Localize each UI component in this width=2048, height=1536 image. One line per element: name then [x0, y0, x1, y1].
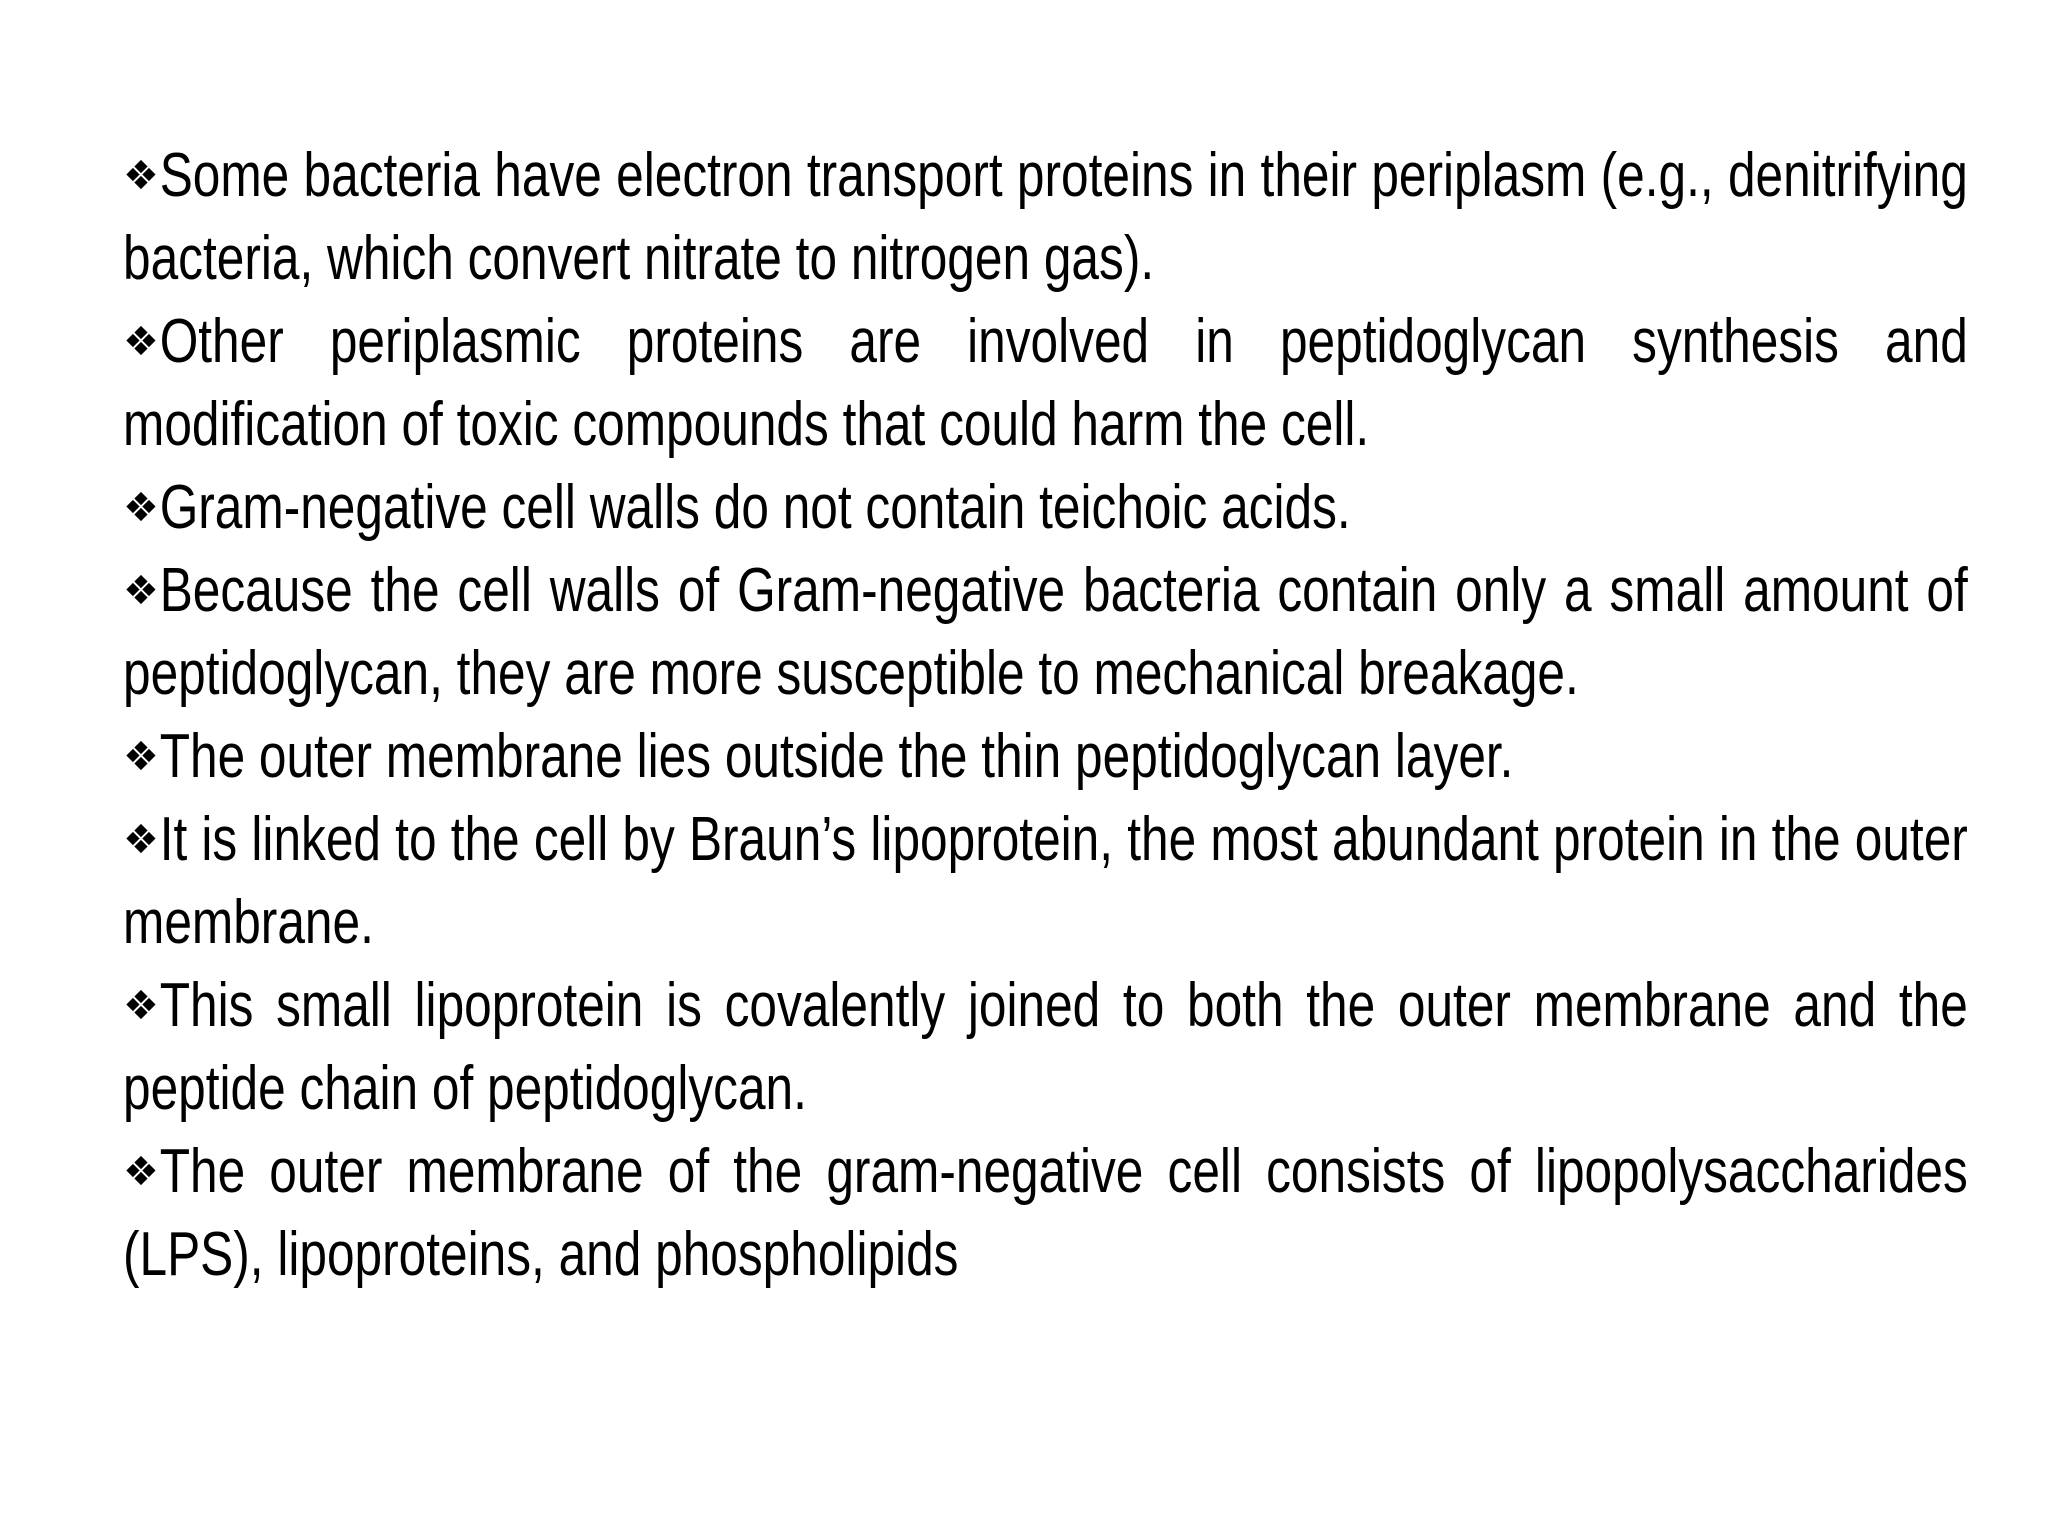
four-diamond-bullet-icon: ❖ [123, 1148, 159, 1195]
bullet-text: The outer membrane lies outside the thin peptidoglycan layer. [159, 722, 1514, 791]
bullet-text: This small lipoprotein is covalently joined to both the outer membrane and the peptide chain of peptidoglycan. [123, 971, 1968, 1123]
bullet-item [123, 300, 1968, 466]
bullet-text: Other periplasmic proteins are involved in peptidoglycan synthesis and modification of toxic compounds that could harm the cell. [123, 307, 1968, 459]
bullet-item [123, 134, 1968, 300]
bullet-item [123, 798, 1968, 964]
bullet-item [123, 964, 1968, 1130]
four-diamond-bullet-icon: ❖ [123, 484, 159, 531]
four-diamond-bullet-icon: ❖ [123, 318, 159, 365]
bullet-text: Because the cell walls of Gram-negative bacteria contain only a small amount of peptidoglycan, they are more susceptible to mechanical breakage. [123, 556, 1968, 708]
four-diamond-bullet-icon: ❖ [123, 152, 159, 199]
bullet-item [123, 549, 1968, 715]
bullet-item [123, 1130, 1968, 1296]
bullet-item [123, 715, 1968, 798]
bullet-text: Gram-negative cell walls do not contain teichoic acids. [159, 473, 1351, 542]
bullet-item [123, 466, 1968, 549]
four-diamond-bullet-icon: ❖ [123, 982, 159, 1029]
bullet-text: It is linked to the cell by Braun’s lipoprotein, the most abundant protein in the outer membrane. [123, 805, 1968, 957]
four-diamond-bullet-icon: ❖ [123, 816, 159, 863]
four-diamond-bullet-icon: ❖ [123, 567, 159, 614]
four-diamond-bullet-icon: ❖ [123, 733, 159, 780]
bullet-text: Some bacteria have electron transport proteins in their periplasm (e.g., denitrifying bacteria, which convert nitrate to nitrogen gas). [123, 141, 1968, 293]
bullet-text: The outer membrane of the gram-negative cell consists of lipopolysaccharides (LPS), lipoproteins, and phospholipids [123, 1137, 1968, 1289]
bullet-list [123, 134, 1968, 1296]
